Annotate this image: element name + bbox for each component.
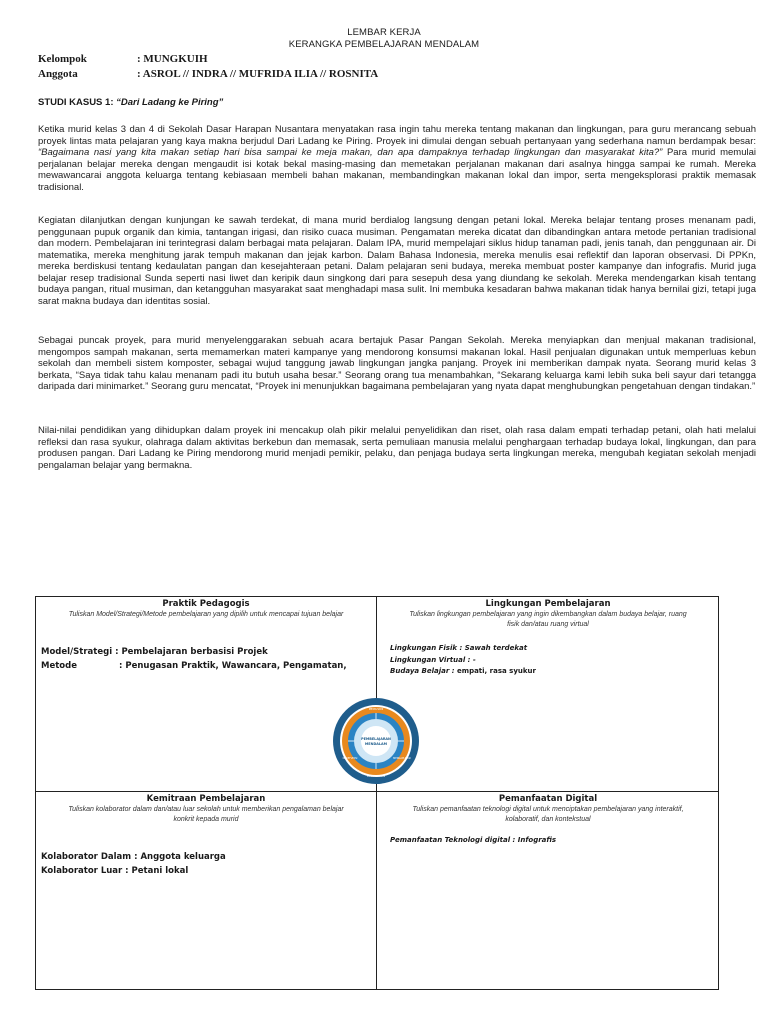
digital-content: Pemanfaatan Teknologi digital : Infografis (390, 836, 557, 844)
budaya-belajar-row (390, 666, 536, 678)
anggota-label: Anggota (38, 68, 78, 80)
metode-value: : Penugasan Praktik, Wawancara, Pengamatan, (119, 661, 347, 671)
budaya-belajar-label: Budaya Belajar : (390, 667, 458, 675)
wheel-center-line-1: PEMBELAJARAN (361, 737, 391, 741)
paragraph-1-part-b: Para murid memulai perjalanan belajar mereka dengan mengaudit isi kotak bekal masing-masing dan memetakan perjalanan makanan dari asalnya hingga sampai ke rumah. Mereka mewawancarai anggota keluarga tentang kebiasaan membeli bahan makanan, membandingkan makanan lokal dan impor, serta mengeksplorasi praktik memasak tradisional. (38, 147, 756, 193)
paragraph-4: Nilai-nilai pendidikan yang dihidupkan dalam proyek ini mencakup olah pikir melalui penyelidikan dan riset, olah rasa dalam empati terhadap petani, olah hati melalui refleksi dan rasa syukur, olahraga dalam aktivitas berkebun dan memasak, serta pemuliaan manusia melalui penghargaan terhadap budaya lokal, lingkungan, dan para produsen pangan. Dari Ladang ke Piring mendorong murid menjadi pemikir, pelaku, dan penjaga budaya serta lingkungan mereka, mengubah kegiatan sekolah menjadi pengalaman belajar yang bermakna. (38, 425, 756, 471)
paragraph-1-question: “Bagaimana nasi yang kita makan setiap hari bisa sampai ke meja makan, dan apa dampaknya terhadap lingkungan dan masyarakat kita?” (38, 147, 663, 158)
metode-label: Metode (41, 661, 77, 671)
kelompok-label: Kelompok (38, 53, 87, 65)
model-label: Model/Strategi : (41, 647, 122, 657)
case-study-title (38, 97, 223, 108)
model-row (41, 645, 268, 659)
case-study-label: STUDI KASUS 1: (38, 97, 117, 108)
lingkungan-virtual-value: - (472, 655, 476, 664)
praktik-content (41, 645, 347, 673)
framework-table (35, 596, 719, 990)
kolaborator-dalam: Kolaborator Dalam : Anggota keluarga (41, 852, 226, 862)
praktik-pedagogis-cell (36, 597, 376, 791)
kemitraan-subtitle: Tuliskan kolaborator dalam dan/atau luar sekolah untuk memberikan pengalaman belajar konkrit kepada murid (68, 806, 344, 823)
document-title (0, 27, 768, 50)
lingkungan-pembelajaran-cell (377, 597, 719, 791)
lingkungan-subtitle: Tuliskan lingkungan pembelajaran yang ingin dikembangkan dalam budaya belajar, ruang fisik dan/atau ruang virtual (409, 611, 687, 628)
kelompok-value: : MUNGKUIH (137, 53, 208, 65)
lingkungan-heading: Lingkungan Pembelajaran (485, 599, 611, 609)
wheel-center-line-2: MENDALAM (364, 742, 388, 746)
paragraph-1 (38, 124, 756, 193)
title-line-2: KERANGKA PEMBELAJARAN MENDALAM (288, 38, 480, 50)
paragraph-1-part-a: Ketika murid kelas 3 dan 4 di Sekolah Dasar Harapan Nusantara menyatakan rasa ingin tahu mereka tentang makanan dan lingkungan, para guru merancang sebuah proyek lintas mata pelajaran yang kaya makna berjudul Dari Ladang ke Piring. Proyek ini dimulai dengan sebuah pertanyaan yang sederhana namun berdampak besar: (38, 124, 756, 147)
wheel-center (361, 726, 391, 756)
wheel-label-top: MEMAHAMI (368, 708, 384, 711)
lingkungan-fisik-row (390, 643, 536, 655)
kolaborator-luar: Kolaborator Luar : Petani lokal (41, 865, 189, 876)
pemanfaatan-digital-cell (377, 792, 719, 990)
title-line-1: LEMBAR KERJA (347, 27, 421, 38)
lingkungan-virtual-label: Lingkungan Virtual : (390, 655, 473, 664)
kemitraan-heading: Kemitraan Pembelajaran (146, 794, 266, 804)
model-value: Pembelajaran berbasisi Projek (121, 647, 268, 657)
kemitraan-pembelajaran-cell (36, 792, 376, 990)
praktik-subtitle: Tuliskan Model/Strategi/Metode pembelajaran yang dipilih untuk mencapai tujuan belajar (68, 611, 344, 618)
wheel-label-bottom: PENGALAMAN (366, 775, 386, 778)
budaya-belajar-value: empati, rasa syukur (457, 667, 536, 675)
digital-subtitle: Tuliskan pemanfaatan teknologi digital untuk menciptakan pembelajaran yang interaktif, kolaboratif, dan kontekstual (412, 806, 684, 823)
deep-learning-wheel-diagram (332, 697, 420, 785)
case-study-name: “Dari Ladang ke Piring” (116, 97, 224, 108)
lingkungan-content (390, 643, 536, 678)
lingkungan-virtual-row (390, 655, 536, 667)
paragraph-2: Kegiatan dilanjutkan dengan kunjungan ke sawah terdekat, di mana murid berdialog langsung dengan petani lokal. Mereka belajar tentang proses menanam padi, penggunaan pupuk organik dan kimia, tantangan irigasi, dan risiko cuaca musiman. Pengamatan mereka dicatat dan dibandingkan antara metode pertanian tradisional dan modern. Pembelajaran ini terintegrasi dalam berbagai mata pelajaran. Dalam IPA, murid mempelajari siklus hidup tanaman padi, jenis tanah, dan penggunaan air. Di matematika, mereka menghitung jarak tempuh makanan dan jejak karbon. Dalam Bahasa Indonesia, mereka menulis esai reflektif dan laporan observasi. Di PPKn, mereka berdiskusi tentang kedaulatan pangan dan kesejahteraan petani. Dalam pelajaran seni budaya, mereka membuat poster kampanye dan infografis. Murid juga belajar resep tradisional Sunda seperti nasi liwet dan keripik daun singkong dari para sesepuh desa yang diundang ke sekolah. Mereka mendengarkan kisah tentang budaya pangan, ritual musiman, dan ketangguhan masyarakat saat menghadapi masa sulit. Ini membuka kesadaran bahwa makanan tidak hanya bernilai gizi, tetapi juga sarat makna budaya dan identitas sosial. (38, 215, 756, 307)
metode-row (41, 659, 347, 673)
paragraph-3: Sebagai puncak proyek, para murid menyelenggarakan sebuah acara bertajuk Pasar Pangan Sekolah. Mereka menyiapkan dan menjual makanan tradisional, mengompos sampah makanan, serta memamerkan materi kampanye yang mendorong konsumsi makanan lokal. Hasil penjualan digunakan untuk memperluas kebun sekolah dan membeli sistem komposter, sebagai wujud tanggung jawab lingkungan jangka panjang. Proyek ini memberikan dampak nyata. Seorang murid kelas 3 berkata, “Saya tidak tahu kalau menanam padi itu butuh usaha besar.” Seorang orang tua menambahkan, “Sekarang keluarga kami lebih suka beli sayur dari tetangga daripada dari minimarket.” Seorang guru mencatat, “Proyek ini menunjukkan bagaimana pembelajaran yang nyata dapat menghubungkan pengetahuan dengan tindakan.” (38, 335, 756, 392)
wheel-label-right: MENGAPLIKASI (393, 757, 411, 760)
wheel-label-left: MEREFLEKSI (342, 757, 358, 760)
praktik-heading: Praktik Pedagogis (162, 599, 250, 609)
lingkungan-fisik-value: Sawah terdekat (464, 644, 528, 652)
digital-heading: Pemanfaatan Digital (498, 794, 598, 804)
lingkungan-fisik-label: Lingkungan Fisik : (390, 644, 465, 652)
kemitraan-content (41, 851, 226, 878)
anggota-value: : ASROL // INDRA // MUFRIDA ILIA // ROSNITA (137, 68, 379, 80)
